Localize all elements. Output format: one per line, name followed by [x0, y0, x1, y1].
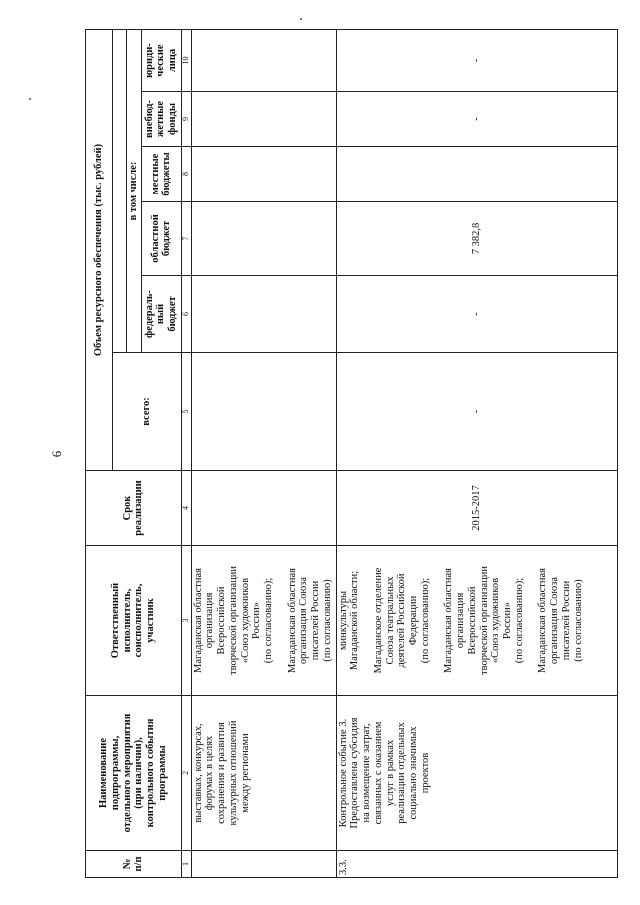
row-2-total: -: [336, 353, 617, 471]
column-number: 3: [181, 546, 191, 696]
column-number: 6: [181, 276, 191, 353]
row-2-legal: -: [336, 30, 617, 92]
row-2-extrabudget: -: [336, 92, 617, 147]
column-number: 9: [181, 92, 191, 147]
scan-speck: [300, 18, 302, 20]
header-total: всего:: [113, 353, 182, 471]
row-1-name: выставках, конкурсах, форумах в целях сохранения и развития культурных отношений между регионами: [191, 696, 336, 851]
row-1-local: [191, 147, 336, 202]
page-number: 6: [49, 450, 64, 458]
header-legal: юриди- ческие лица: [141, 30, 181, 92]
rotated-document: [85, 30, 618, 878]
header-name: Наименование подпрограммы, отдельного мероприятия (при наличии), контрольного события программы: [86, 696, 182, 851]
column-number: 4: [181, 471, 191, 546]
header-period: Срок реализации: [86, 471, 182, 546]
row-2-num: 3.3.: [336, 851, 617, 878]
row-1-legal: [191, 30, 336, 92]
row-2-regional: 7 382,8: [336, 202, 617, 276]
column-number: 1: [181, 851, 191, 878]
header-num: № п/п: [86, 851, 182, 878]
row-2-local: [336, 147, 617, 202]
resource-table: [85, 29, 618, 878]
header-resource-group: Объем ресурсного обеспечения (тыс. рублей): [86, 30, 113, 471]
row-2-period: 2015-2017: [336, 471, 617, 546]
scan-speck: [29, 98, 31, 100]
row-1-regional: [191, 202, 336, 276]
header-local: местные бюджеты: [141, 147, 181, 202]
header-responsible: Ответственный исполнитель, соисполнитель, участник: [86, 546, 182, 696]
column-number: 2: [181, 696, 191, 851]
row-1-federal: [191, 276, 336, 353]
row-2-federal: -: [336, 276, 617, 353]
header-federal: федераль- ный бюджет: [141, 276, 181, 353]
column-number: 7: [181, 202, 191, 276]
row-1-extrabudget: [191, 92, 336, 147]
header-extrabudget: внебюд- жетные фонды: [141, 92, 181, 147]
column-number: 10: [181, 30, 191, 92]
header-including: в том числе:: [127, 30, 142, 353]
header-regional: областной бюджет: [141, 202, 181, 276]
row-1-responsible: Магаданская областная организация Всероссийской творческой организации «Союз художников России» (по согласованию); Магаданская областная организация Союза писателей России (по согласованию): [191, 546, 336, 696]
row-2-responsible: минкультуры Магаданской области; Магаданское отделение Союза театральных деятелей Российской Федерации (по согласованию); Магаданская областная организация Всероссийской творческой организации «Союз художников России» (по согласованию); Магаданская областная организация Союза писателей России (по согласованию): [336, 546, 617, 696]
header-spacer: [113, 30, 127, 353]
row-1-num: [191, 851, 336, 878]
row-2-name: Контрольное событие 3. Предоставлена субсидия на возмещение затрат, связанных с оказанием услуг в рамках реализации отдельных социально значимых проектов: [336, 696, 617, 851]
row-1-total: [191, 353, 336, 471]
row-1-period: [191, 471, 336, 546]
column-number: 5: [181, 353, 191, 471]
column-number: 8: [181, 147, 191, 202]
